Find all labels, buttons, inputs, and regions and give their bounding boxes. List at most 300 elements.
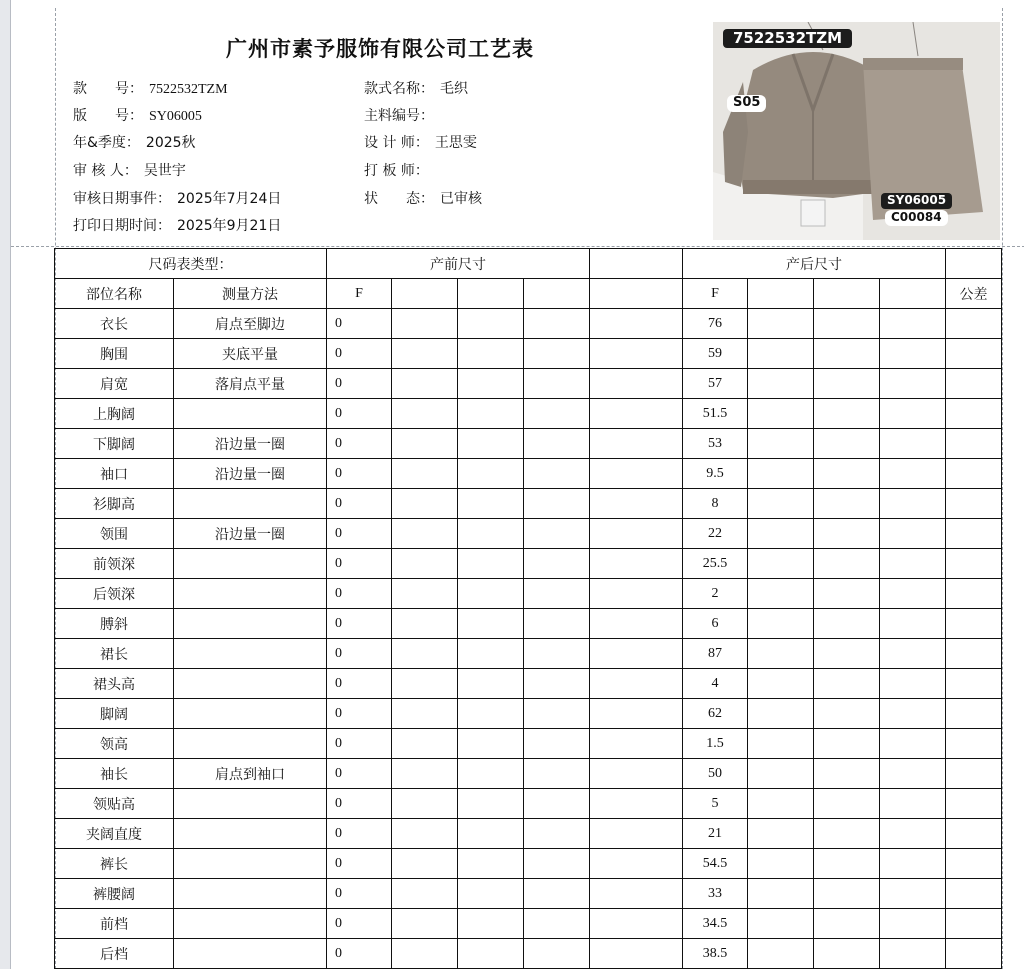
blank-cell [524,399,590,429]
method-cell [174,639,327,669]
blank-cell [590,519,683,549]
blank-cell [458,279,524,309]
blank-cell [524,669,590,699]
post-size-cell: 8 [683,489,748,519]
part-name-header: 部位名称 [55,279,174,309]
blank-cell [748,309,814,339]
blank-cell [748,789,814,819]
report-page [10,0,1024,969]
blank-cell [748,759,814,789]
method-cell [174,609,327,639]
part-name-cell: 胸围 [55,339,174,369]
blank-cell [748,459,814,489]
blank-cell [524,879,590,909]
table-row [55,429,1002,459]
blank-cell [590,849,683,879]
pre-production-header: 产前尺寸 [327,249,590,279]
blank-cell [880,699,946,729]
blank-cell [392,909,458,939]
blank-cell [392,399,458,429]
tolerance-cell [946,849,1002,879]
photo-tag-pattern-no: SY06005 [881,193,952,209]
part-name-cell: 膊斜 [55,609,174,639]
blank-cell [392,669,458,699]
table-header-row-1 [55,249,1002,279]
tolerance-cell [946,459,1002,489]
blank-cell [392,759,458,789]
blank-cell [458,759,524,789]
blank-cell [814,939,880,969]
blank-cell [814,489,880,519]
blank-cell [392,549,458,579]
info-status: 状 态： 已审核 [364,191,482,207]
blank-cell [748,519,814,549]
part-name-cell: 夹阔直度 [55,819,174,849]
blank-cell [814,399,880,429]
post-size-cell: 33 [683,879,748,909]
blank-cell [458,489,524,519]
blank-cell [880,789,946,819]
blank-cell [392,849,458,879]
blank-cell [524,909,590,939]
pre-size-cell: 0 [327,549,392,579]
blank-cell [590,309,683,339]
blank-cell [880,759,946,789]
blank-cell [590,939,683,969]
tolerance-cell [946,579,1002,609]
blank-cell [880,669,946,699]
blank-cell [748,879,814,909]
blank-cell [392,939,458,969]
post-size-cell: 87 [683,639,748,669]
part-name-cell: 袖口 [55,459,174,489]
blank-cell [392,579,458,609]
post-size-cell: 54.5 [683,849,748,879]
pre-size-cell: 0 [327,579,392,609]
post-size-cell: 2 [683,579,748,609]
blank-cell [458,579,524,609]
post-size-cell: 51.5 [683,399,748,429]
method-cell [174,819,327,849]
size-spec-table [54,248,1002,969]
blank-cell [524,459,590,489]
blank-cell [880,939,946,969]
blank-cell [590,459,683,489]
tolerance-cell [946,669,1002,699]
post-size-cell: 53 [683,429,748,459]
blank-cell [392,819,458,849]
blank-cell [814,549,880,579]
post-size-cell: 21 [683,819,748,849]
blank-cell [524,609,590,639]
blank-cell [814,309,880,339]
size-spec-table-body [55,249,1002,969]
blank-cell [880,399,946,429]
part-name-cell: 领贴高 [55,789,174,819]
part-name-cell: 袖长 [55,759,174,789]
blank-cell [748,669,814,699]
blank-cell [748,339,814,369]
info-material-no: 主料编号： [364,108,434,124]
blank-cell [392,729,458,759]
blank-cell [880,819,946,849]
blank-cell [524,849,590,879]
info-pattern-maker: 打 板 师： [364,163,429,179]
part-name-cell: 领高 [55,729,174,759]
tolerance-cell [946,639,1002,669]
blank-cell [590,759,683,789]
blank-cell [458,309,524,339]
blank-cell [524,699,590,729]
method-cell [174,579,327,609]
pre-size-cell: 0 [327,909,392,939]
table-row [55,789,1002,819]
method-cell: 肩点至脚边 [174,309,327,339]
tolerance-cell [946,519,1002,549]
blank-cell [524,939,590,969]
blank-cell [880,519,946,549]
part-name-cell: 下脚阔 [55,429,174,459]
post-size-cell: 4 [683,669,748,699]
photo-tag-size: S05 [727,95,766,112]
table-row [55,939,1002,969]
post-size-cell: 6 [683,609,748,639]
blank-cell [880,579,946,609]
table-row [55,459,1002,489]
post-size-cell: 22 [683,519,748,549]
blank-cell [458,819,524,849]
blank-cell [814,849,880,879]
blank-cell [590,789,683,819]
blank-cell [590,909,683,939]
blank-cell [590,489,683,519]
info-pattern-no: 版 号： SY06005 [73,108,202,124]
blank-cell [590,699,683,729]
part-name-cell: 衣长 [55,309,174,339]
part-name-cell: 裙头高 [55,669,174,699]
info-style-name: 款式名称： 毛织 [364,81,468,97]
blank-cell [392,699,458,729]
info-season: 年&季度： 2025秋 [73,135,196,151]
band-guide [11,246,1024,247]
pre-size-cell: 0 [327,699,392,729]
blank-cell [392,519,458,549]
table-row [55,369,1002,399]
method-cell: 沿边量一圈 [174,429,327,459]
tolerance-cell [946,489,1002,519]
method-cell [174,669,327,699]
pre-size-cell: 0 [327,789,392,819]
blank-cell [748,849,814,879]
blank-cell [880,639,946,669]
pre-size-header: F [327,279,392,309]
pre-size-cell: 0 [327,429,392,459]
tolerance-cell [946,429,1002,459]
blank-cell [814,819,880,849]
blank-cell [814,459,880,489]
pre-size-cell: 0 [327,669,392,699]
table-row [55,309,1002,339]
table-row [55,489,1002,519]
blank-cell [590,729,683,759]
blank-cell [458,669,524,699]
blank-cell [458,369,524,399]
pre-size-cell: 0 [327,879,392,909]
blank-cell [880,459,946,489]
blank-cell [524,759,590,789]
table-row [55,519,1002,549]
part-name-cell: 领围 [55,519,174,549]
blank-cell [524,579,590,609]
blank-cell [590,549,683,579]
blank-cell [524,429,590,459]
table-row [55,579,1002,609]
method-cell: 沿边量一圈 [174,519,327,549]
table-row [55,639,1002,669]
tolerance-cell [946,879,1002,909]
blank-cell [392,309,458,339]
blank-cell [524,309,590,339]
post-size-cell: 57 [683,369,748,399]
blank-cell [880,369,946,399]
blank-cell [748,369,814,399]
method-cell [174,939,327,969]
blank-cell [814,519,880,549]
blank-cell [590,429,683,459]
blank-cell [590,279,683,309]
part-name-cell: 前领深 [55,549,174,579]
blank-cell [880,849,946,879]
blank-cell [880,339,946,369]
method-cell [174,729,327,759]
method-cell [174,399,327,429]
blank-cell [880,549,946,579]
blank-cell [524,339,590,369]
tolerance-cell [946,819,1002,849]
info-reviewer: 审 核 人： 吴世宇 [73,163,186,179]
pre-size-cell: 0 [327,309,392,339]
blank-cell [748,819,814,849]
pre-size-cell: 0 [327,639,392,669]
method-cell [174,789,327,819]
part-name-cell: 上胸阔 [55,399,174,429]
blank-cell [524,789,590,819]
post-size-cell: 1.5 [683,729,748,759]
blank-cell [392,639,458,669]
post-production-header: 产后尺寸 [683,249,946,279]
blank-cell [880,879,946,909]
blank-cell [458,939,524,969]
post-size-cell: 38.5 [683,939,748,969]
table-row [55,759,1002,789]
blank-cell [814,579,880,609]
blank-cell [458,639,524,669]
table-row [55,669,1002,699]
blank-cell [880,309,946,339]
pre-size-cell: 0 [327,369,392,399]
blank-cell [524,549,590,579]
tolerance-header: 公差 [946,279,1002,309]
part-name-cell: 后领深 [55,579,174,609]
blank-cell [524,819,590,849]
blank-cell [524,279,590,309]
blank-cell [748,639,814,669]
post-size-cell: 76 [683,309,748,339]
photo-tag-style-no: 7522532TZM [723,29,852,48]
blank-cell [880,489,946,519]
blank-cell [392,459,458,489]
blank-cell [392,339,458,369]
tolerance-cell [946,369,1002,399]
blank-cell [458,879,524,909]
info-designer: 设 计 师： 王思雯 [364,135,477,151]
pre-size-cell: 0 [327,519,392,549]
blank-cell [458,909,524,939]
blank-cell [880,729,946,759]
table-row [55,819,1002,849]
method-cell [174,489,327,519]
blank-cell [814,369,880,399]
blank-cell [524,729,590,759]
post-size-cell: 9.5 [683,459,748,489]
blank-cell [590,579,683,609]
blank-cell [814,639,880,669]
pre-size-cell: 0 [327,339,392,369]
blank-cell [748,609,814,639]
post-size-cell: 25.5 [683,549,748,579]
table-row [55,699,1002,729]
blank-cell [590,399,683,429]
blank-cell [748,579,814,609]
blank-cell [458,789,524,819]
method-cell: 肩点到袖口 [174,759,327,789]
method-cell [174,879,327,909]
pre-size-cell: 0 [327,489,392,519]
blank-cell [458,519,524,549]
blank-cell [590,639,683,669]
info-print-date: 打印日期时间： 2025年9月21日 [73,218,282,234]
method-cell [174,699,327,729]
blank-cell [458,459,524,489]
blank-cell [458,339,524,369]
pre-size-cell: 0 [327,399,392,429]
blank-cell [748,939,814,969]
blank-cell [458,549,524,579]
blank-cell [748,429,814,459]
blank-cell [392,369,458,399]
blank-cell [458,609,524,639]
blank-cell [748,699,814,729]
tolerance-cell [946,729,1002,759]
blank-cell [590,369,683,399]
tolerance-cell [946,609,1002,639]
blank-cell [524,369,590,399]
blank-cell [748,399,814,429]
blank-cell [880,279,946,309]
part-name-cell: 裤长 [55,849,174,879]
blank-cell [458,399,524,429]
tolerance-cell [946,699,1002,729]
blank-cell [458,429,524,459]
table-row [55,609,1002,639]
post-size-cell: 59 [683,339,748,369]
method-cell [174,909,327,939]
blank-cell [880,909,946,939]
table-header-row-2 [55,279,1002,309]
blank-cell [814,909,880,939]
method-cell: 沿边量一圈 [174,459,327,489]
method-cell: 落肩点平量 [174,369,327,399]
blank-cell [524,639,590,669]
blank-cell [590,879,683,909]
tolerance-cell [946,789,1002,819]
blank-cell [392,429,458,459]
blank-cell [814,729,880,759]
blank-cell [814,609,880,639]
pre-size-cell: 0 [327,609,392,639]
tolerance-cell [946,339,1002,369]
blank-cell [458,729,524,759]
blank-cell [880,429,946,459]
blank-cell [814,879,880,909]
blank-cell [524,519,590,549]
pre-size-cell: 0 [327,459,392,489]
method-cell: 夹底平量 [174,339,327,369]
blank-cell [748,279,814,309]
report-title: 广州市素予服饰有限公司工艺表 [226,37,534,61]
tolerance-cell [946,909,1002,939]
method-cell [174,549,327,579]
blank-cell [814,669,880,699]
part-name-cell: 裤腰阔 [55,879,174,909]
pre-size-cell: 0 [327,849,392,879]
table-row [55,849,1002,879]
pre-size-cell: 0 [327,819,392,849]
tolerance-cell [946,549,1002,579]
blank-cell [392,279,458,309]
blank-cell [748,909,814,939]
blank-cell [880,609,946,639]
pre-size-cell: 0 [327,759,392,789]
blank-cell [814,759,880,789]
post-size-header: F [683,279,748,309]
blank-cell [590,819,683,849]
blank-cell [814,279,880,309]
table-row [55,729,1002,759]
blank-cell [392,489,458,519]
table-row [55,879,1002,909]
tolerance-cell [946,939,1002,969]
info-review-date: 审核日期事件： 2025年7月24日 [73,191,282,207]
table-row [55,909,1002,939]
blank-cell [590,669,683,699]
blank-cell [392,609,458,639]
part-name-cell: 脚阔 [55,699,174,729]
blank-cell [814,699,880,729]
blank-cell [458,699,524,729]
part-name-cell: 衫脚高 [55,489,174,519]
blank-cell [590,339,683,369]
blank-cell [814,789,880,819]
pre-size-cell: 0 [327,939,392,969]
part-name-cell: 裙长 [55,639,174,669]
post-size-cell: 5 [683,789,748,819]
margin-guide-right [1002,8,1003,969]
blank-cell [748,729,814,759]
blank-cell [392,789,458,819]
size-table-type-label: 尺码表类型： [55,249,327,279]
blank-cell [458,849,524,879]
